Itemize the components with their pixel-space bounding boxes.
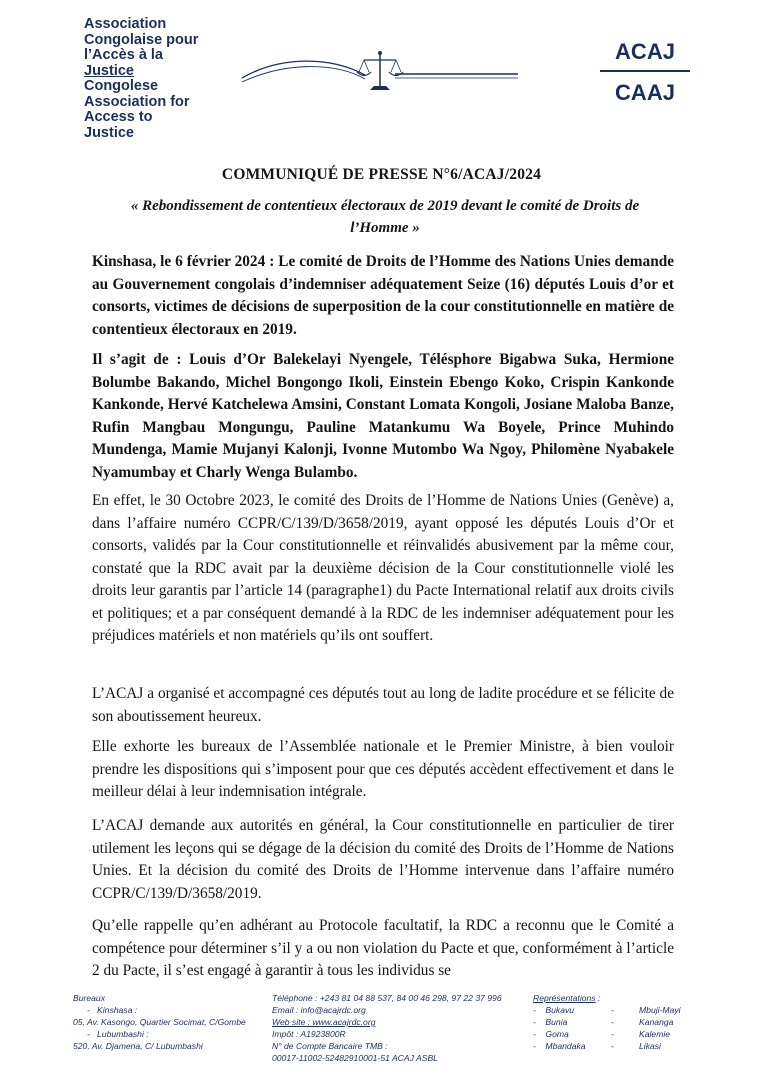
press-release-title: COMMUNIQUÉ DE PRESSE N°6/ACAJ/2024: [221, 166, 542, 183]
representation-city: Likasi: [639, 1041, 661, 1051]
footer-representations: [533, 992, 733, 1052]
tax-id: Impôt : A1923800R: [272, 1029, 346, 1039]
representation-city: - Bunia: [533, 1017, 568, 1027]
representation-city: Mbuji-Mayi: [639, 1005, 681, 1015]
offices-label: Bureaux: [73, 993, 106, 1003]
bank-account-label: N° de Compte Bancaire TMB :: [272, 1041, 388, 1051]
org-name-fr-line: l’Accès à la: [84, 47, 163, 63]
org-name-en-line: Congolese: [84, 78, 159, 94]
representations-grid: - Bukavu - Mbuji-Mayi - Bunia - Kananga - Goma - Kalemie - Mbandaka - Likasi: [533, 1004, 733, 1052]
acronym-divider: [600, 70, 690, 72]
kinshasa-address: 05, Av. Kasongo, Quartier Socimat, C/Gombe: [73, 1017, 246, 1027]
paragraph-acaj-support: L’ACAJ a organisé et accompagné ces députés tout au long de ladite procédure et se félicite de son aboutissement heureux.: [92, 685, 674, 725]
paragraph-reminder: Qu’elle rappelle qu’en adhérant au Protocole facultatif, la RDC a reconnu que le Comité a compétence pour déterminer s’il y a ou non violation du Pacte et que, conformément à l’article 2 du Pacte, il s’est engagé à garantir à tous les individus se: [92, 917, 674, 979]
paragraph-decision: En effet, le 30 Octobre 2023, le comité des Droits de l’Homme de Nations Unies (Genève) a, dans l’affaire numéro CCPR/C/139/D/3658/2019, ayant opposé les députés Louis d’Or et consorts, validés par la Cour constitutionnelle et réinvalidés abusivement par la même cour, constaté que la RDC avait par la deuxième décision de la Cour constitutionnelle violé les droits leur garantis par l’article 14 (paragraphe1) du Pacte International relatif aux droits civils et politiques; et a par conséquent demandé à la RDC de les indemniser adéquatement pour les préjudices matériels et non matériels qu’ils ont souffert.: [92, 492, 674, 644]
email-link[interactable]: Email : info@acajrdc.org: [272, 1005, 366, 1015]
press-release-subtitle: « Rebondissement de contentieux électoraux de 2019 devant le comité de Droits de l’Homme »: [130, 198, 640, 236]
scales-of-justice-logo: [240, 48, 520, 98]
acronym-fr: ACAJ: [615, 39, 675, 64]
representations-label: Représentations :: [533, 993, 601, 1003]
representation-city: - Bukavu: [533, 1005, 575, 1015]
org-name-en-line: Association for: [84, 93, 190, 110]
footer-offices: [73, 992, 273, 1052]
org-name-fr-line: Justice: [84, 62, 134, 79]
kinshasa-label: - Kinshasa :: [87, 1005, 138, 1015]
org-name-fr-line: Association: [84, 16, 167, 32]
representation-city: - Goma: [533, 1029, 569, 1039]
lubumbashi-address: 520, Av. Djamena, C/ Lubumbashi: [73, 1041, 203, 1051]
paragraph-deputies-list: Il s’agit de : Louis d’Or Balekelayi Nyengele, Télésphore Bigabwa Suka, Hermione Bolumbe Bakando, Michel Bongongo Ikoli, Einstein Ebengo Koko, Crispin Kankonde Kankonde, Hervé Katchelewa Amsini, Constant Lomata Kongoli, Josiane Maloba Banze, Rufin Mangbau Mongungu, Pauline Matankumu Wa Boyele, Prince Muhindo Mundenga, Mamie Mujanyi Kalonji, Ivonne Mutombo Wa Ngoy, Philomène Nyabakele Nyamumbay et Charly Wenga Bulambo.: [92, 351, 674, 481]
bank-account-number: 00017-11002-52482910001-51 ACAJ ASBL: [272, 1053, 438, 1063]
paragraph-intro: Kinshasa, le 6 février 2024 : Le comité de Droits de l’Homme des Nations Unies demande au Gouvernement congolais d’indemniser adéquatement Seize (16) députés Louis d’or et consorts, victimes de décisions de superposition de la cour constitutionnelle en matière de contentieux électoraux en 2019.: [92, 253, 674, 338]
org-name-fr-line: Congolaise pour: [84, 31, 199, 48]
acronym-en: CAAJ: [615, 80, 675, 105]
paragraph-demand: L’ACAJ demande aux autorités en général, la Cour constitutionnelle en particulier de tirer utilement les leçons qui se dégage de la décision du comité des Droits de l’Homme de Nations Unies. Et la décision du comité des Droits de l’Homme intervenue dans l’affaire numéro CCPR/C/139/D/3658/2019.: [92, 817, 674, 902]
paragraph-exhortation: Elle exhorte les bureaux de l’Assemblée nationale et le Premier Ministre, à bien vouloir prendre les dispositions qui s’imposent pour que ces députés accèdent effectivement et dans le meilleur délai à leur indemnisation intégrale.: [92, 738, 674, 800]
website-link[interactable]: Web site : www.acajrdc.org: [272, 1017, 376, 1027]
representation-city: - Mbandaka: [533, 1041, 586, 1051]
org-name-en-line: Access to: [84, 109, 153, 125]
representation-city: Kananga: [639, 1017, 674, 1027]
org-name-en-line: Justice: [84, 124, 134, 141]
footer-contact: [272, 992, 532, 1064]
lubumbashi-label: - Lubumbashi :: [87, 1029, 149, 1039]
organization-name-block: [84, 17, 234, 141]
telephone-line: Téléphone : +243 81 04 88 537, 84 00 46 298, 97 22 37 996: [272, 993, 502, 1003]
representation-city: Kalemie: [639, 1029, 671, 1039]
acronym-block: [600, 38, 690, 104]
